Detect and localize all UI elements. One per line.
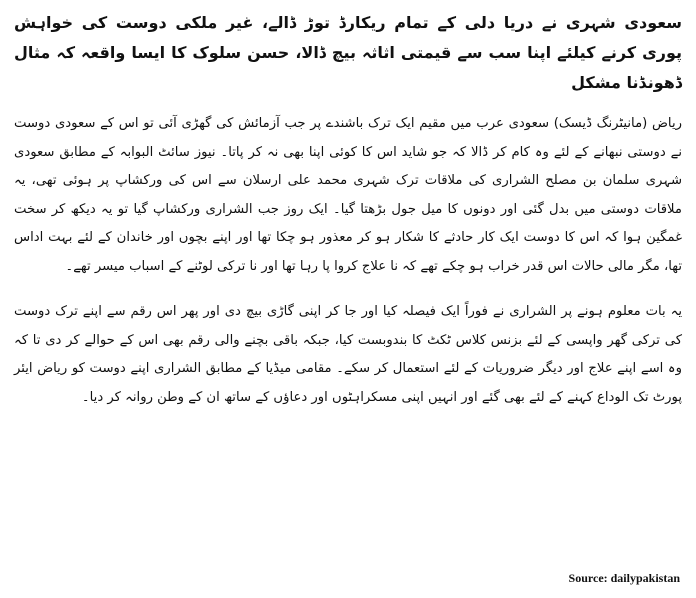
article-paragraph-2: یہ بات معلوم ہونے پر الشراری نے فوراً ایک فیصلہ کیا اور جا کر اپنی گاڑی بیچ دی اور پھر اس رقم سے اپنے ترک دوست کی ترکی گھر واپسی کے لئے بزنس کلاس ٹکٹ کا بندوبست کیا، جبکہ باقی بچنے والی رقم بھی اس کے حوالے کر دی تا کہ وہ اسے اپنے علاج اور دیگر ضروریات کے لئے استعمال کر سکے۔ مقامی میڈیا کے مطابق الشراری اپنے دوست کو ریاض ایئر پورٹ تک الوداع کہنے کے لئے بھی گئے اور انہیں اپنی مسکراہٹوں اور دعاؤں کے ساتھ ان کے وطن روانہ کر دیا۔ (14, 304, 682, 405)
article-paragraph-1: ریاض (مانیٹرنگ ڈیسک) سعودی عرب میں مقیم ایک ترک باشندے پر جب آزمائش کی گھڑی آئی تو اس کے سعودی دوست نے دوستی نبھانے کے لئے وہ کام کر ڈالا کہ جو شاید اس کا کوئی اپنا بھی نہ کر پاتا۔ نیوز سائٹ البوابہ کے مطابق سعودی شہری سلمان بن مصلح الشراری کی ملاقات ترک شہری محمد علی ارسلان سے اس کی ورکشاپ پر ہوئی تھی، یہ ملاقات دوستی میں بدل گئی اور دونوں کا میل جول بڑھتا گیا۔ ایک روز جب الشراری ورکشاپ گیا تو یہ دیکھ کر سخت غمگین ہوا کہ اس کا دوست ایک کار حادثے کا شکار ہو کر معذور ہو چکا تھا اور اپنے بچوں اور خاندان کے لئے بہت اداس تھا، مگر مالی حالات اس قدر خراب ہو چکے تھے کہ نا علاج کروا پا رہا تھا اور نا ترکی لوٹنے کے اسباب میسر تھے۔ (14, 116, 682, 274)
source-credit: Source: dailypakistan (568, 571, 680, 585)
article-headline: سعودی شہری نے دریا دلی کے تمام ریکارڈ توڑ ڈالے، غیر ملکی دوست کی خواہش پوری کرنے کیلئے اپنا سب سے قیمتی اثاثہ بیچ ڈالا، حسن سلوک کا ایسا واقعہ کہ مثال ڈھونڈنا مشکل (14, 13, 682, 92)
news-article (14, 8, 682, 429)
